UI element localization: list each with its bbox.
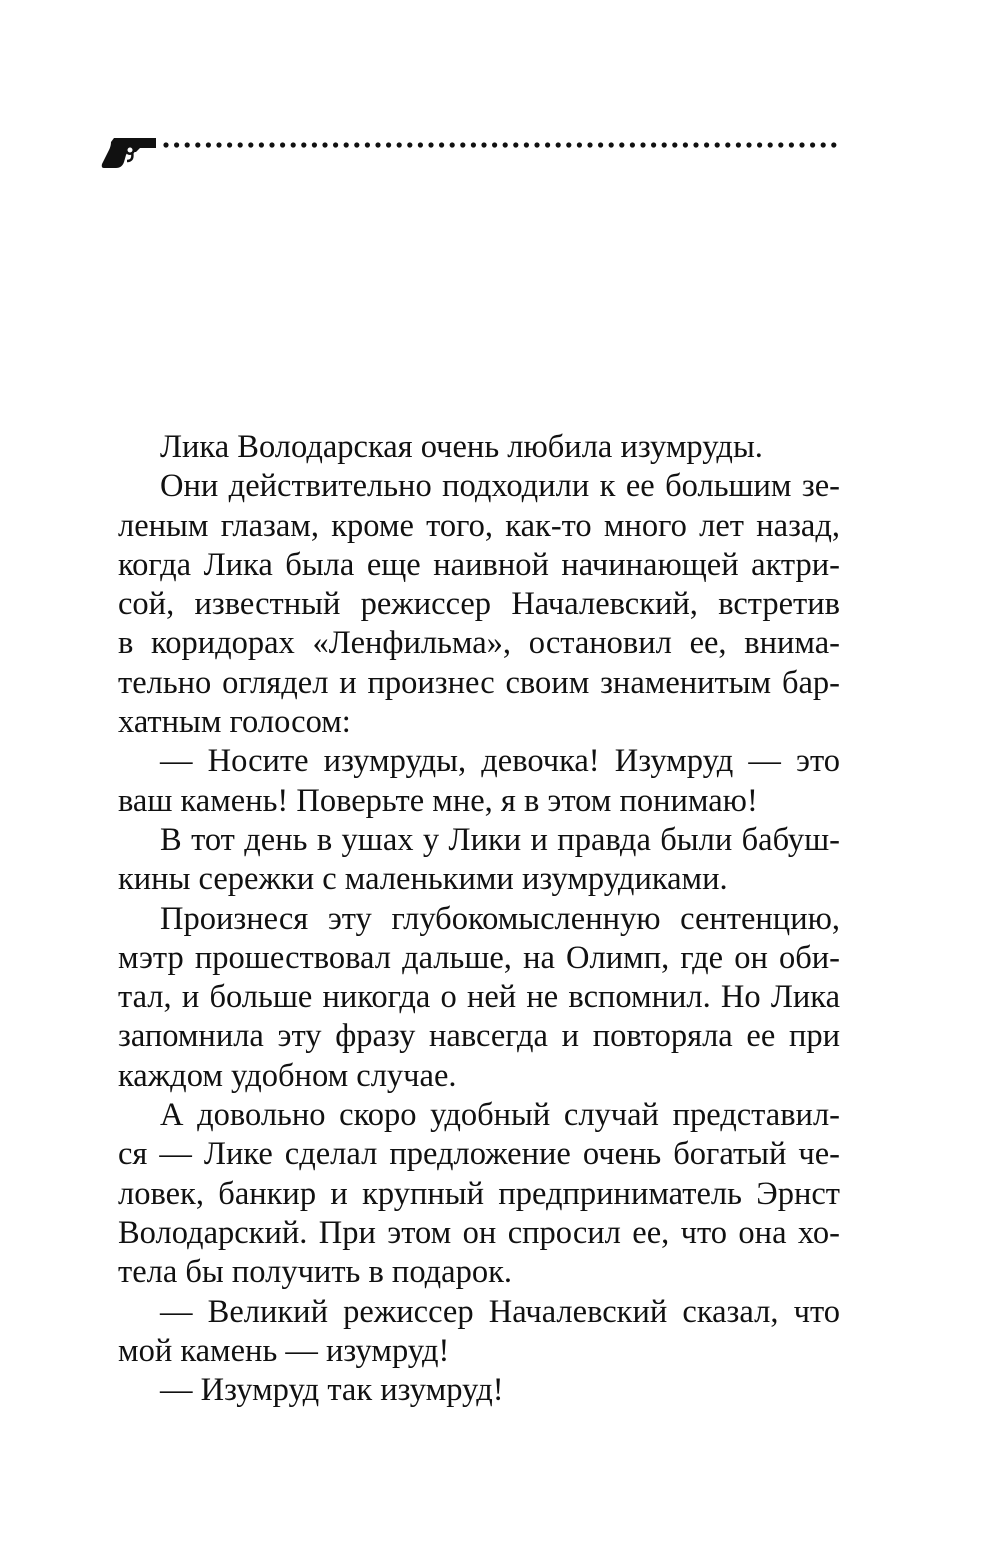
ornament-dot (524, 142, 529, 147)
ornament-dot (799, 142, 804, 147)
text-line: ся — Лике сделал предложение очень богатый че- (118, 1136, 840, 1173)
text-line: — Великий режиссер Началевский сказал, что (160, 1293, 840, 1330)
text-line: когда Лика была еще наивной начинающей актри- (118, 546, 840, 583)
ornament-dot (397, 142, 402, 147)
ornament-dot (195, 142, 200, 147)
text-line: Они действительно подходили к ее большим зе- (160, 468, 840, 505)
ornament-dot (354, 142, 359, 147)
ornament-dot (492, 142, 497, 147)
ornament-dot (545, 142, 550, 147)
ornament-dot (789, 142, 794, 147)
text-line: мой камень — изумруд! (118, 1332, 450, 1369)
ornament-dot (322, 142, 327, 147)
text-line: — Изумруд так изумруд! (160, 1372, 504, 1409)
ornament-dot (715, 142, 720, 147)
ornament-dot (185, 142, 190, 147)
ornament-dot (831, 142, 836, 147)
ornament-dot (683, 142, 688, 147)
ornament-dot (619, 142, 624, 147)
ornament-dot (407, 142, 412, 147)
ornament-dot (248, 142, 253, 147)
text-line: тела бы получить в подарок. (118, 1254, 513, 1291)
ornament-dot (386, 142, 391, 147)
text-line: каждом удобном случае. (118, 1057, 457, 1094)
dotted-rule (163, 142, 836, 147)
ornament-dot (704, 142, 709, 147)
text-line: Володарский. При этом он спросил ее, что она хо- (118, 1214, 840, 1251)
ornament-dot (630, 142, 635, 147)
ornament-dot (428, 142, 433, 147)
ornament-dot (821, 142, 826, 147)
ornament-dot (757, 142, 762, 147)
text-line: ловек, банкир и крупный предприниматель Эрнст (118, 1175, 840, 1212)
text-line: тал, и больше никогда о ней не вспомнил. Но Лика (118, 979, 840, 1016)
ornament-dot (259, 142, 264, 147)
text-line: хатным голосом: (118, 704, 351, 741)
ornament-dot (174, 142, 179, 147)
ornament-dot (810, 142, 815, 147)
ornament-dot (566, 142, 571, 147)
ornament-dot (598, 142, 603, 147)
ornament-dot (206, 142, 211, 147)
text-line: Произнеся эту глубокомысленную сентенцию, (160, 900, 840, 937)
text-line: Лика Володарская очень любила изумруды. (160, 429, 763, 465)
ornament-dot (460, 142, 465, 147)
chapter-ornament (100, 128, 845, 174)
ornament-dot (227, 142, 232, 147)
ornament-dot (768, 142, 773, 147)
ornament-dot (651, 142, 656, 147)
text-line: — Носите изумруды, девочка! Изумруд — это (160, 743, 840, 780)
ornament-dot (587, 142, 592, 147)
ornament-dot (365, 142, 370, 147)
ornament-dot (481, 142, 486, 147)
ornament-dot (672, 142, 677, 147)
text-line: В тот день в ушах у Лики и правда были бабуш- (160, 821, 840, 858)
ornament-dot (216, 142, 221, 147)
ornament-dot (450, 142, 455, 147)
ornament-dot (556, 142, 561, 147)
ornament-dot (725, 142, 730, 147)
ornament-dot (662, 142, 667, 147)
ornament-dot (291, 142, 296, 147)
text-line: леным глазам, кроме того, как-то много лет назад, (118, 507, 840, 544)
ornament-dot (736, 142, 741, 147)
ornament-dot (534, 142, 539, 147)
text-line: сой, известный режиссер Началевский, встретив (118, 586, 840, 623)
ornament-dot (577, 142, 582, 147)
text-line: ваш камень! Поверьте мне, я в этом понимаю! (118, 782, 758, 819)
ornament-dot (312, 142, 317, 147)
ornament-dot (503, 142, 508, 147)
text-line: в коридорах «Ленфильма», остановил ее, внима- (118, 625, 840, 662)
ornament-dot (418, 142, 423, 147)
ornament-dot (439, 142, 444, 147)
ornament-dot (609, 142, 614, 147)
ornament-dot (344, 142, 349, 147)
ornament-graphic (100, 128, 845, 174)
ornament-dot (269, 142, 274, 147)
text-line: тельно оглядел и произнес своим знаменитым бар- (118, 664, 840, 701)
ornament-dot (238, 142, 243, 147)
ornament-dot (333, 142, 338, 147)
ornament-dot (301, 142, 306, 147)
ornament-dot (693, 142, 698, 147)
ornament-dot (280, 142, 285, 147)
text-line: мэтр прошествовал дальше, на Олимп, где он оби- (118, 939, 840, 976)
ornament-dot (375, 142, 380, 147)
text-line: кины сережки с маленькими изумрудиками. (118, 861, 728, 898)
ornament-dot (163, 142, 168, 147)
body-text (118, 428, 840, 1410)
ornament-dot (640, 142, 645, 147)
revolver-icon (102, 138, 156, 168)
ornament-dot (471, 142, 476, 147)
text-line: запомнила эту фразу навсегда и повторяла ее при (118, 1018, 840, 1055)
ornament-dot (746, 142, 751, 147)
text-line: А довольно скоро удобный случай представил- (160, 1097, 840, 1134)
ornament-dot (778, 142, 783, 147)
ornament-dot (513, 142, 518, 147)
